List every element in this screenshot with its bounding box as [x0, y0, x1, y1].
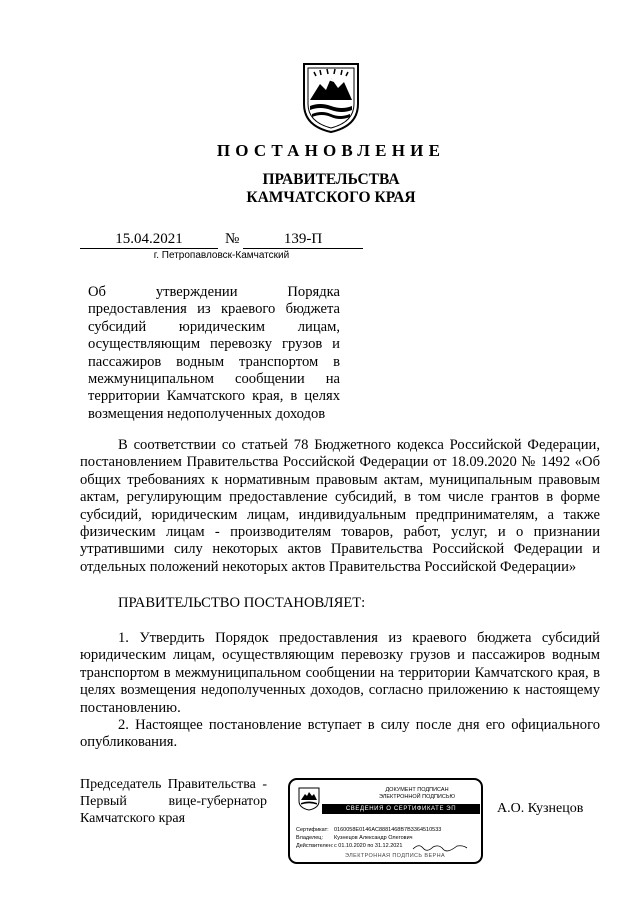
owner-value: Кузнецов Александр Олегович — [334, 835, 413, 841]
stamp-certificate-row — [296, 827, 441, 834]
signer-title-line-1: Председатель Правительства - — [80, 777, 267, 792]
resolution-item-1: 1. Утвердить Порядок предоставления из краевого бюджета субсидий юридическим лицам, осуществляющим перевозку грузов и пассажиров водным транспортом в межмуниципальном сообщении на территории Камчатского края, в целях возмещения недополученных доходов, согласно приложению к настоящему постановлению. — [80, 630, 600, 716]
document-subject: Об утверждении Порядка предоставления из краевого бюджета субсидий юридическим лицам, осуществляющим перевозку грузов и пассажиров водным транспортом в межмуниципальном сообщении на территории Камчатского края, в целях возмещения недополученных доходов — [88, 284, 340, 422]
number-sign: № — [225, 231, 240, 247]
stamp-footer: ЭЛЕКТРОННАЯ ПОДПИСЬ ВЕРНА — [344, 853, 446, 859]
document-type-title: ПОСТАНОВЛЕНИЕ — [216, 141, 446, 160]
stamp-certificate-band: СВЕДЕНИЯ О СЕРТИФИКАТЕ ЭП — [322, 804, 480, 814]
stamp-heading — [352, 787, 482, 801]
electronic-signature-stamp — [288, 778, 483, 864]
validity-value: с 01.10.2020 по 31.12.2021 — [334, 843, 403, 849]
place-of-issue: г. Петропавловск-Камчатский — [153, 250, 290, 261]
intro-paragraph: В соответствии со статьей 78 Бюджетного кодекса Российской Федерации, постановлением Правительства Российской Федерации от 18.09.2020 № 1492 «Об общих требованиях к нормативным правовым актам, муниципальным правовым актам, регулирующим предоставление субсидий, в том числе грантов в форме субсидий, юридическим лицам, индивидуальным предпринимателям, а также физическим лицам - производителям товаров, работ, услуг, и о признании утратившими силу некоторых актов Правительства Российской Федерации и отдельных положений некоторых актов Правительства Российской Федерации» — [80, 437, 600, 575]
kamchatka-coat-of-arms-icon — [298, 787, 320, 811]
resolve-heading: ПРАВИТЕЛЬСТВО ПОСТАНОВЛЯЕТ: — [118, 595, 366, 611]
stamp-validity-row — [296, 843, 402, 850]
certificate-label: Сертификат: — [296, 827, 329, 833]
signer-title — [80, 776, 267, 827]
signer-title-line-2: Первый вице-губернатор — [80, 794, 267, 809]
signer-title-line-3: Камчатского края — [80, 811, 186, 826]
kamchatka-coat-of-arms-icon — [300, 60, 362, 134]
resolution-item-2: 2. Настоящее постановление вступает в силу после дня его официального опубликования. — [80, 717, 600, 751]
issuer-line-1: ПРАВИТЕЛЬСТВА — [262, 171, 400, 188]
issuer-line-2: КАМЧАТСКОГО КРАЯ — [246, 189, 416, 206]
stamp-owner-row — [296, 835, 413, 842]
document-number: 139-П — [243, 231, 363, 249]
document-date: 15.04.2021 — [80, 231, 218, 249]
stamp-heading-line-2: ЭЛЕКТРОННОЙ ПОДПИСЬЮ — [378, 794, 456, 800]
certificate-value: 0160058E0146AC8881468B7B3364510533 — [334, 827, 442, 833]
validity-label: Действителен: — [296, 843, 334, 849]
handwritten-signature-icon — [411, 842, 469, 852]
signer-name: А.О. Кузнецов — [497, 801, 584, 816]
stamp-heading-line-1: ДОКУМЕНТ ПОДПИСАН — [385, 787, 449, 793]
owner-label: Владелец: — [296, 835, 323, 841]
